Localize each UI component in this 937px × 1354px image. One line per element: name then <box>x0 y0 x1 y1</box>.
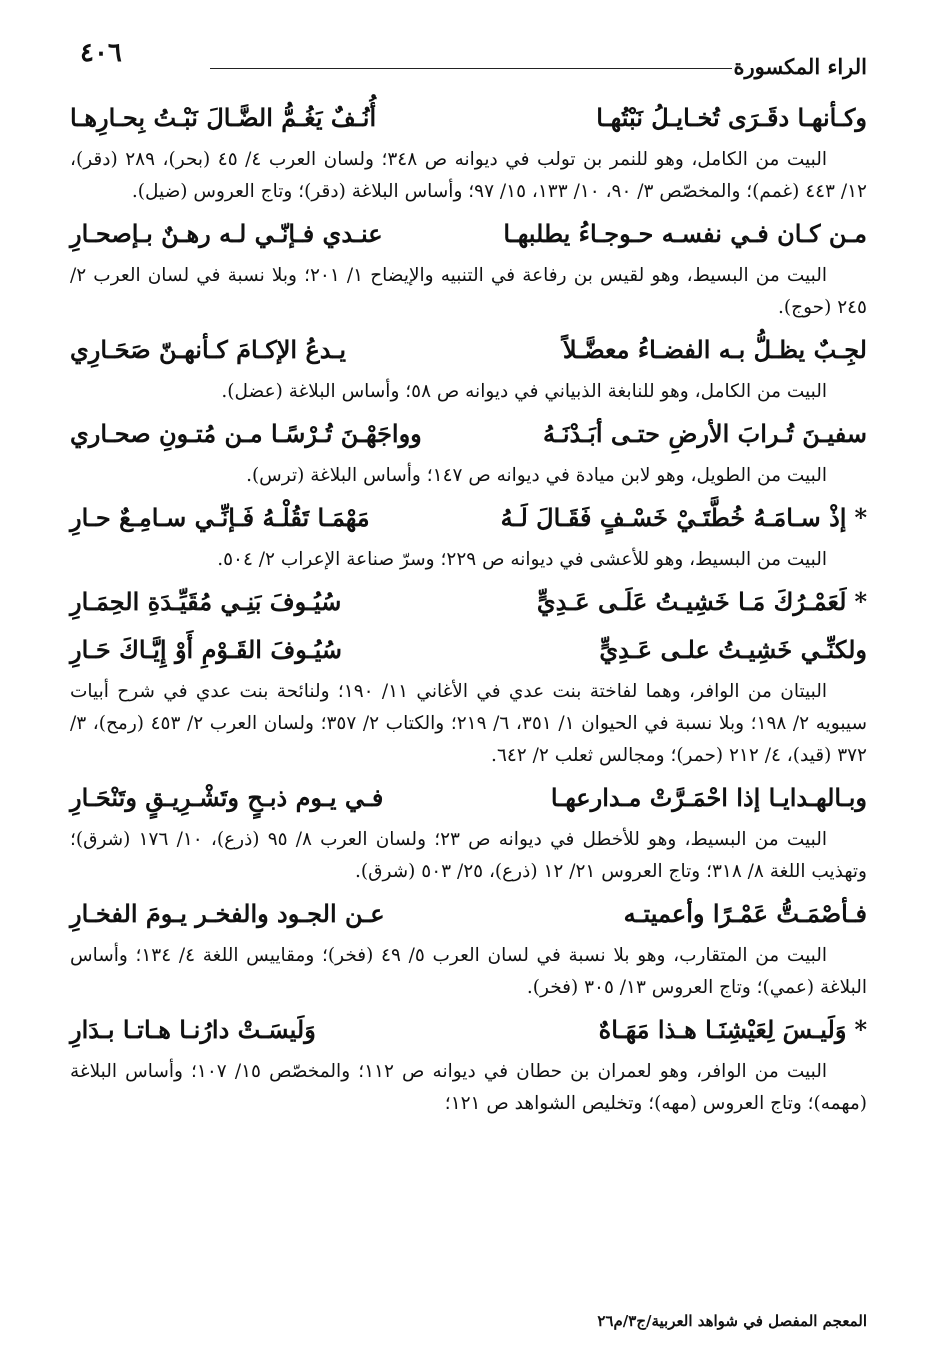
verse-note: البيت من المتقارب، وهو بلا نسبة في لسان العرب ٥/ ٤٩ (فخر)؛ ومقاييس اللغة ٤/ ١٣٤؛ وأساس البلاغة (عمي)؛ وتاج العروس ١٣/ ٣٠٥ (فخر). <box>70 945 867 998</box>
verse-first-hemistich <box>624 892 867 936</box>
verse-note: البيت من البسيط، وهو للأخطل في ديوانه ص ٢٣؛ ولسان العرب ٨/ ٩٥ (ذرع)، ١٠/ ١٧٦ (شرق)؛ وتهذيب اللغة ٨/ ٣١٨؛ وتاج العروس ٢١/ ١٢ (ذرع)، ٢٥/ ٥٠٣ (شرق). <box>70 829 867 882</box>
verse-first-hemistich: ولكنِّـي خَشِيـتُ علـى عَـدِيٍّ <box>599 635 867 664</box>
verse-first-hemistich <box>537 580 867 624</box>
verse-first-hemistich <box>543 412 867 456</box>
hemistich-text: فـأصْمَـتُّ عَمْـرًا وأعميتـه <box>623 899 867 928</box>
verse-second-hemistich: وواجَهْـنَ تُـرْسًـا مـن مُتـونِ صحـاري <box>70 419 422 448</box>
hemistich-text: مـن كـان فـي نفسـه حـوجـاءُ يطلبهـا <box>503 219 867 248</box>
chapter-title: الراء المكسورة <box>733 54 867 79</box>
verse-line <box>70 412 867 456</box>
verse-second-hemistich: عنـدي فـإنّـي لـه رهـنٌ بـإصحـارِ <box>70 219 383 248</box>
verse-line <box>70 1008 867 1052</box>
verse-note: البيت من البسيط، وهو لقيس بن رفاعة في التنبيه والإيضاح ١/ ٢٠١؛ وبلا نسبة في لسان العرب ٢/ ٢٤٥ (حوج). <box>70 265 867 318</box>
verse-line <box>70 776 867 820</box>
verse-line <box>70 212 867 256</box>
verse-note: البيت من الكامل، وهو للنمر بن تولب في ديوانه ص ٣٤٨؛ ولسان العرب ٤/ ٤٥ (بحر)، ٢٨٩ (دقر)، ١٢/ ٤٤٣ (غمم)؛ والمخصّص ٣/ ٩٠، ١٠/ ١٣٣، ١٥/ ٩٧؛ وأساس البلاغة (دقر)؛ وتاج العروس (ضيل). <box>70 149 867 202</box>
page-header <box>70 38 867 88</box>
verse-second-hemistich: مَهْمَـا تَقُلْـهُ فَـإنِّـي سـامِـعٌ حـارِ <box>70 503 370 532</box>
header-rule <box>210 68 732 69</box>
verse-line <box>70 328 867 372</box>
verse-second-hemistich: أُنُـفٌ يَغُـمُّ الضَّـالَ نَبْـتُ بِحـارِهـا <box>70 103 377 132</box>
verse-second-hemistich: وَلَيسَـتْ دارُنـا هـاتـا بـدَارِ <box>70 1015 316 1044</box>
page-footer: المعجم المفصل في شواهد العربية/ج٣/م٢٦ <box>597 1312 867 1330</box>
verse-note: البيت من البسيط، وهو للأعشى في ديوانه ص ٢٢٩؛ وسرّ صناعة الإعراب ٢/ ٥٠٤. <box>217 549 827 570</box>
verse-line <box>70 628 867 672</box>
hemistich-text: وكـأنهـا دقَـرَى تُخـايـلُ نَبْتُهـا <box>596 103 867 132</box>
verse-note: البيت من الكامل، وهو للنابغة الذبياني في ديوانه ص ٥٨؛ وأساس البلاغة (عضل). <box>221 381 827 402</box>
verse-first-hemistich <box>551 776 867 820</box>
hemistich-text: وَلَيـسَ لِعَيْشِنَـا هـذا مَهَـاهٌ <box>598 1015 847 1044</box>
verse-first-hemistich <box>563 328 867 372</box>
star-marker: * <box>854 503 867 532</box>
hemistich-text: وبـالهـدايـا إذا احْمَـرَّتْ مـدارعهـا <box>550 783 867 812</box>
verse-note: البيت من الطويل، وهو لابن ميادة في ديوانه ص ١٤٧؛ وأساس البلاغة (ترس). <box>246 465 827 486</box>
verse-first-hemistich <box>596 96 867 140</box>
verse-line <box>70 580 867 624</box>
verse-note: البيتان من الوافر، وهما لفاختة بنت عدي في الأغاني ١١/ ١٩٠؛ ولنائحة بنت عدي في شرح أبيات سيبويه ٢/ ١٩٨؛ وبلا نسبة في الحيوان ١/ ٣٥١، ٦/ ٢١٩؛ والكتاب ٢/ ٣٥٧؛ ولسان العرب ٢/ ٤٥٣ (رمح)، ٣/ ٣٧٢ (قيد)، ٤/ ٢١٢ (حمر)؛ ومجالس ثعلب ٢/ ٦٤٢. <box>70 681 868 766</box>
verse-line <box>70 96 867 140</box>
verse-first-hemistich <box>503 212 867 256</box>
verse-second-hemistich: يـدعُ الإكـامَ كـأنهـنّ صَحَـارِي <box>70 335 347 364</box>
hemistich-text: لَعَمْـرُكَ مَـا خَشِيـتُ عَلَـى عَـدِيٍّ <box>536 587 847 616</box>
star-marker: * <box>854 587 867 616</box>
page-content <box>70 92 867 1124</box>
verse-line <box>70 892 867 936</box>
verse-note: البيت من الوافر، وهو لعمران بن حطان في ديوانه ص ١١٢؛ والمخصّص ١٥/ ١٠٧؛ وأساس البلاغة (مهمه)؛ وتاج العروس (مهه)؛ وتخليص الشواهد ص ١٢١؛ <box>70 1061 867 1114</box>
hemistich-text: لجِـبٌ يظـلُّ بـه الفضـاءُ معضَّـلاً <box>562 335 867 364</box>
hemistich-text: سفيـنَ تُـرابَ الأرضِ حتـى أبَـدْنَـهُ <box>542 419 867 448</box>
star-marker: * <box>854 1015 867 1044</box>
verse-second-hemistich: سُيُـوفَ بَنِـي مُقَيِّـدَةِ الحِمَـارِ <box>70 587 342 616</box>
verse-second-hemistich: سُيُـوفَ القَـوْمِ أَوْ إِيَّـاكَ حَـارِ <box>70 635 342 664</box>
verse-second-hemistich: عـن الجـود والفخـر يـومَ الفخـارِ <box>70 899 385 928</box>
verse-first-hemistich <box>599 1008 867 1052</box>
page-number: ٤٠٦ <box>80 38 122 68</box>
verse-second-hemistich: فـي يـوم ذبـحٍ وتَشْـرِيـقٍ وتَنْحَـارِ <box>70 783 384 812</box>
verse-first-hemistich <box>501 496 867 540</box>
verse-line <box>70 496 867 540</box>
hemistich-text: إذْ سـامَـهُ خُطَّتَـيْ خَسْـفٍ فَقَـالَ لَـهُ <box>500 503 847 532</box>
